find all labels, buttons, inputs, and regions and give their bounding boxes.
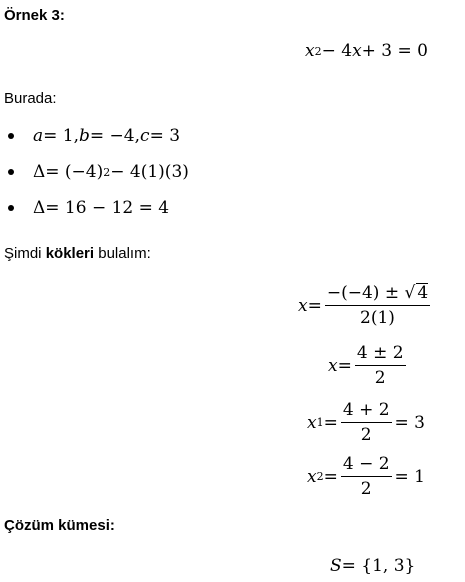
root-x1: x 1 = $\frac{4 + 2}{2}$ = 3 [307, 400, 425, 445]
list-item: Δ = (−4) 2 − 4(1)(3) [0, 154, 189, 190]
main-equation: x 2 − 4 x + 3 = 0 [305, 41, 428, 61]
example-title: Örnek 3: [4, 7, 65, 24]
root-x2: x 2 = $\frac{4 - 2}{2}$ = 1 [307, 454, 425, 499]
solution-set: S = {1, 3} [330, 556, 416, 576]
roots-intro: Şimdi kökleri bulalım: [4, 245, 151, 262]
bullet-icon [8, 133, 14, 139]
given-values-list [0, 118, 189, 226]
quadratic-formula: x = $\frac{-(-4) \pm √ 4}{2(1)}$ [298, 283, 429, 328]
list-item: Δ = 16 − 12 = 4 [0, 190, 189, 226]
list-item: a = 1, b = −4, c = 3 [0, 118, 189, 154]
bullet-icon [8, 169, 14, 175]
solution-label: Çözüm kümesi: [4, 517, 115, 534]
bullet-icon [8, 205, 14, 211]
burada-label: Burada: [4, 90, 57, 107]
formula-simplified: x = $\frac{4 \pm 2}{2}$ [328, 343, 404, 388]
